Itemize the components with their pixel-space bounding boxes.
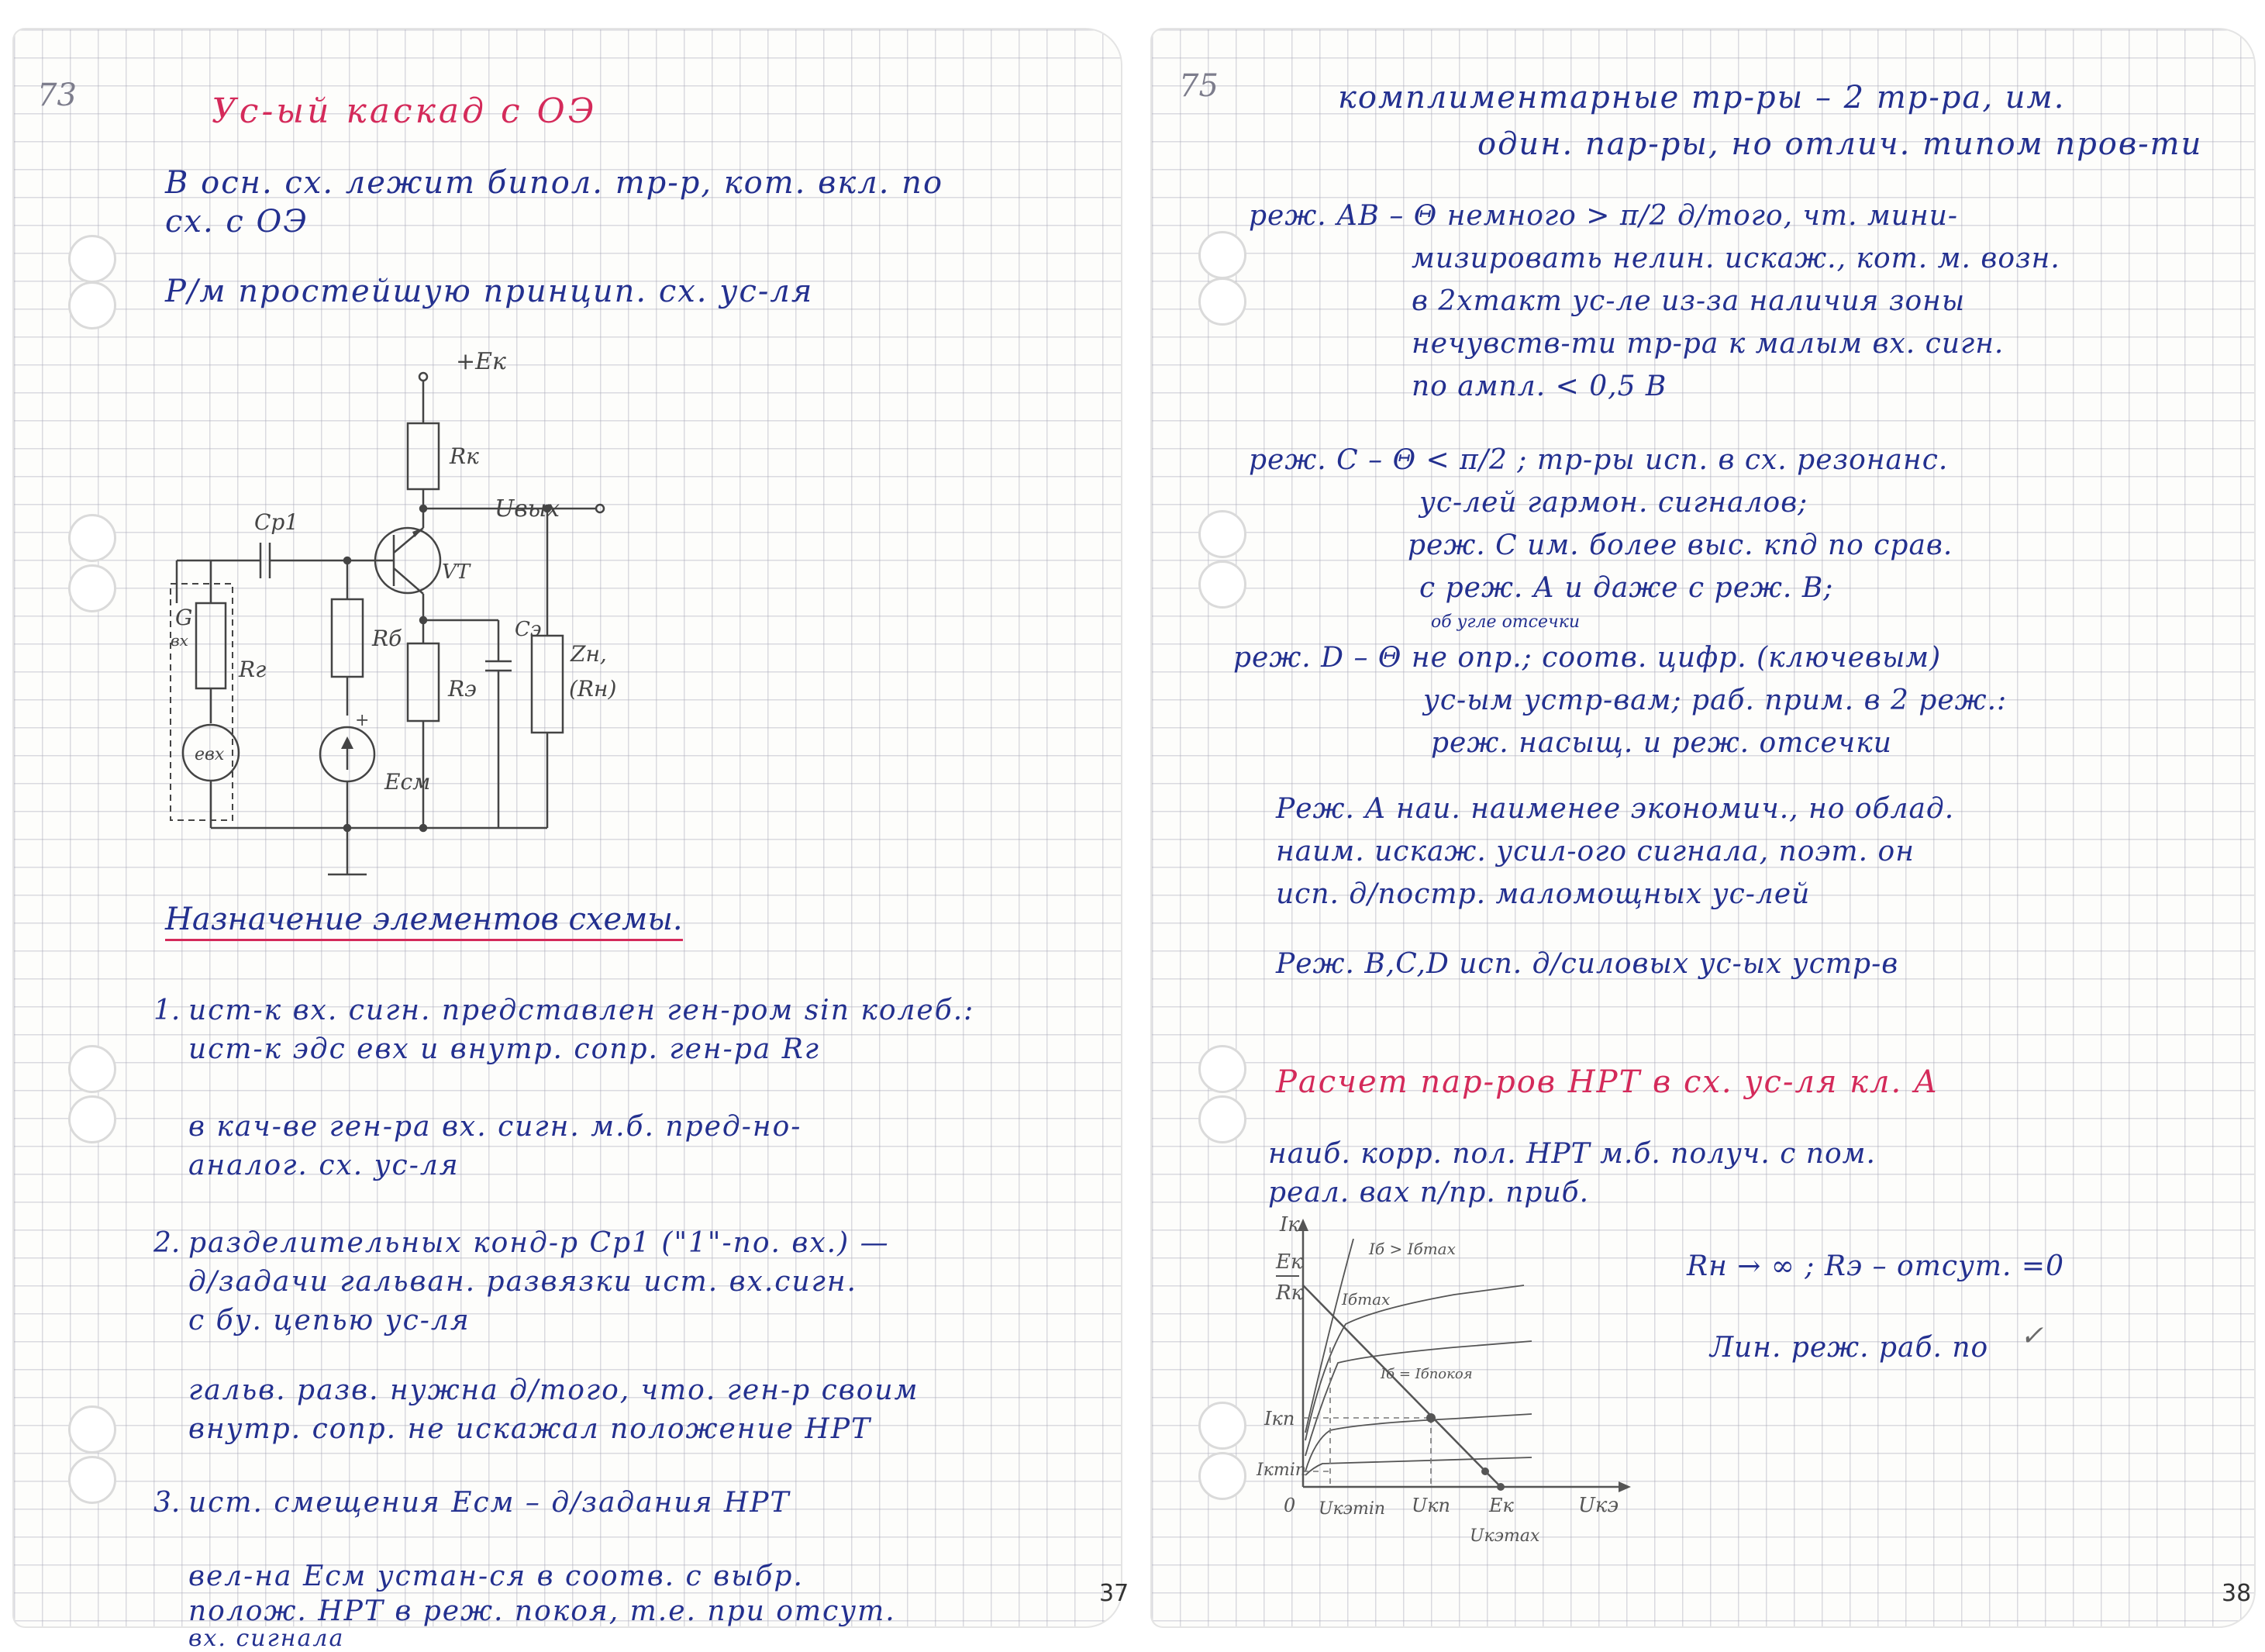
binder-hole — [1198, 278, 1246, 326]
intro-line-1: В осн. сх. лежит бипол. тр-р, кот. вкл. по — [165, 165, 944, 201]
binder-hole — [1198, 231, 1246, 279]
mode-a-line: наим. искаж. усил-ого сигнала, поэт. он — [1276, 836, 1915, 867]
item-line: вел-на Eсм устан-ся в соотв. с выбр. — [188, 1561, 804, 1592]
mode-ab-line: реж. АВ – Θ немного > π/2 д/того, чт. мини- — [1249, 200, 1959, 232]
mode-c-line: реж. С им. более выс. кпд по срав. — [1408, 529, 1953, 561]
modes-bcd-line: Реж. B,C,D исп. д/силовых ус-ых устр-в — [1276, 948, 1899, 980]
intro-line-2: сх. с ОЭ — [165, 204, 309, 240]
binder-hole — [68, 1045, 116, 1093]
item-line: ист. смещения Eсм – д/задания НРТ — [188, 1487, 791, 1519]
item-line: аналог. сх. ус-ля — [188, 1150, 460, 1181]
label-cp1: Cр1 — [254, 509, 299, 535]
binder-hole — [1198, 510, 1246, 558]
graph-ikp: Iкп — [1264, 1408, 1295, 1430]
item-number: 3. — [153, 1487, 181, 1519]
graph-frac-den: Rк — [1276, 1281, 1304, 1305]
mode-d-line: реж. D – Θ не опр.; соотв. цифр. (ключевым) — [1233, 642, 1942, 674]
mode-ab-line: мизировать нелин. искаж., кот. м. возн. — [1412, 243, 2060, 274]
calc-line: реал. вах п/пр. приб. — [1268, 1177, 1590, 1209]
header-line-1: комплиментарные тр-ры – 2 тр-ра, им. — [1338, 80, 2066, 116]
label-rk: Rк — [450, 443, 479, 469]
binder-hole — [68, 235, 116, 283]
graph-ek: Eк — [1489, 1495, 1514, 1516]
graph-frac-num: Eк — [1276, 1250, 1303, 1274]
corner-page-number: 73 — [37, 78, 77, 113]
mode-ab-line: нечувств-ти тр-ра к малым вх. сигн. — [1412, 328, 2005, 360]
binder-hole — [68, 281, 116, 329]
item-line: с бу. цепью ус-ля — [188, 1305, 471, 1336]
item-number: 1. — [153, 995, 181, 1026]
binder-hole — [1198, 1045, 1246, 1093]
label-zn: Zн, — [571, 641, 607, 667]
binder-hole — [68, 514, 116, 562]
graph-x-axis-label: Uкэ — [1578, 1494, 1619, 1517]
calc-line: наиб. корр. пол. НРТ м.б. получ. с пом. — [1268, 1138, 1876, 1170]
label-vh: вх — [171, 631, 188, 650]
page-title: Ус-ый каскад с ОЭ — [212, 91, 598, 131]
mode-d-line: реж. насыщ. и реж. отсечки — [1431, 727, 1892, 759]
mode-c-line: ус-лей гармон. сигналов; — [1419, 487, 1808, 519]
label-re: Rэ — [448, 676, 477, 702]
section-title-text: Назначение элементов схемы. — [165, 902, 683, 941]
curve-label-max: Iбmax — [1342, 1290, 1391, 1309]
check-mark-icon: ✓ — [2020, 1320, 2044, 1352]
graph-ukemax: Uкэmax — [1470, 1526, 1540, 1546]
graph-y-axis-label: Iк — [1280, 1213, 1300, 1236]
notebook-page-right — [1152, 29, 2254, 1626]
curve-label-above-max: Iб > Iбmax — [1369, 1240, 1456, 1258]
notebook-page-left — [14, 29, 1129, 1652]
header-line-2: один. пар-ры, но отлич. типом пров-ти — [1477, 126, 2203, 162]
graph-ukemin: Uкэmin — [1319, 1499, 1386, 1519]
corner-page-number: 75 — [1179, 68, 1219, 104]
subtitle: Р/м простейшую принцип. сх. ус-ля — [165, 274, 814, 309]
item-line: д/задачи гальван. развязки ист. вх.сигн. — [188, 1266, 857, 1298]
label-rn: (Rн) — [569, 676, 617, 702]
item-line: в кач-ве ген-ра вх. сигн. м.б. пред-но- — [188, 1111, 802, 1143]
item-line: вх. сигнала — [188, 1625, 345, 1652]
condition-line-2: Лин. реж. раб. по — [1710, 1332, 1989, 1364]
label-ce: Cэ — [515, 618, 542, 641]
label-ecm: Eсм — [384, 769, 431, 795]
label-evh: eвх — [195, 745, 225, 764]
section-title — [165, 902, 683, 937]
label-ek: +Eк — [456, 348, 506, 375]
mode-c-line: с реж. А и даже с реж. В; — [1419, 572, 1834, 604]
label-plus: + — [355, 711, 370, 730]
mode-c-line: реж. С – Θ < π/2 ; тр-ры исп. в сх. резонанс. — [1249, 444, 1949, 476]
condition-line-1: Rн → ∞ ; Rэ – отсут. =0 — [1687, 1250, 2064, 1282]
label-rb: Rб — [372, 626, 402, 651]
item-line: полож. НРТ в реж. покоя, т.е. при отсут. — [188, 1595, 896, 1627]
item-line: ист-к вх. сигн. представлен ген-ром sin колеб.: — [188, 995, 975, 1026]
item-line: внутр. сопр. не искажал положение НРТ — [188, 1413, 872, 1445]
amplifier-circuit-diagram — [130, 332, 617, 890]
label-uout: Uвых — [495, 495, 560, 523]
binder-hole — [68, 1405, 116, 1454]
label-vt: VT — [442, 560, 471, 584]
mode-a-line: исп. д/постр. маломощных ус-лей — [1276, 878, 1811, 910]
page-number: 37 — [1099, 1580, 1129, 1607]
mode-d-line: ус-ым устр-вам; раб. прим. в 2 реж.: — [1423, 685, 2008, 716]
graph-origin: 0 — [1284, 1495, 1296, 1516]
graph-ukp: Uкп — [1412, 1495, 1451, 1516]
binder-hole — [68, 564, 116, 612]
mode-ab-line: по ампл. < 0,5 В — [1412, 371, 1667, 402]
label-rg: Rг — [239, 657, 267, 682]
page-number: 38 — [2222, 1580, 2252, 1607]
binder-hole — [68, 1095, 116, 1143]
item-line: гальв. разв. нужна д/того, что. ген-р своим — [188, 1374, 919, 1406]
mode-ab-line: в 2хтакт ус-ле из-за наличия зоны — [1412, 285, 1966, 317]
item-number: 2. — [153, 1227, 181, 1259]
binder-hole — [68, 1456, 116, 1504]
mode-d-note: об угле отсечки — [1431, 612, 1581, 632]
calc-title: Расчет пар-ров НРТ в сх. ус-ля кл. А — [1276, 1064, 1939, 1100]
binder-hole — [1198, 560, 1246, 609]
curve-label-quiescent: Iб = Iбпокоя — [1381, 1366, 1473, 1382]
item-line: ист-к эдс eвх и внутр. сопр. ген-ра Rг — [188, 1033, 821, 1065]
binder-hole — [1198, 1095, 1246, 1143]
label-g: G — [175, 605, 193, 630]
graph-ikmin: Iкmin — [1257, 1461, 1306, 1480]
mode-a-line: Реж. А наи. наименее экономич., но облад. — [1276, 793, 1955, 825]
output-characteristics-graph — [1222, 1208, 1656, 1549]
item-line: разделительных конд-р Cр1 ("1"-по. вх.) — — [188, 1227, 890, 1259]
